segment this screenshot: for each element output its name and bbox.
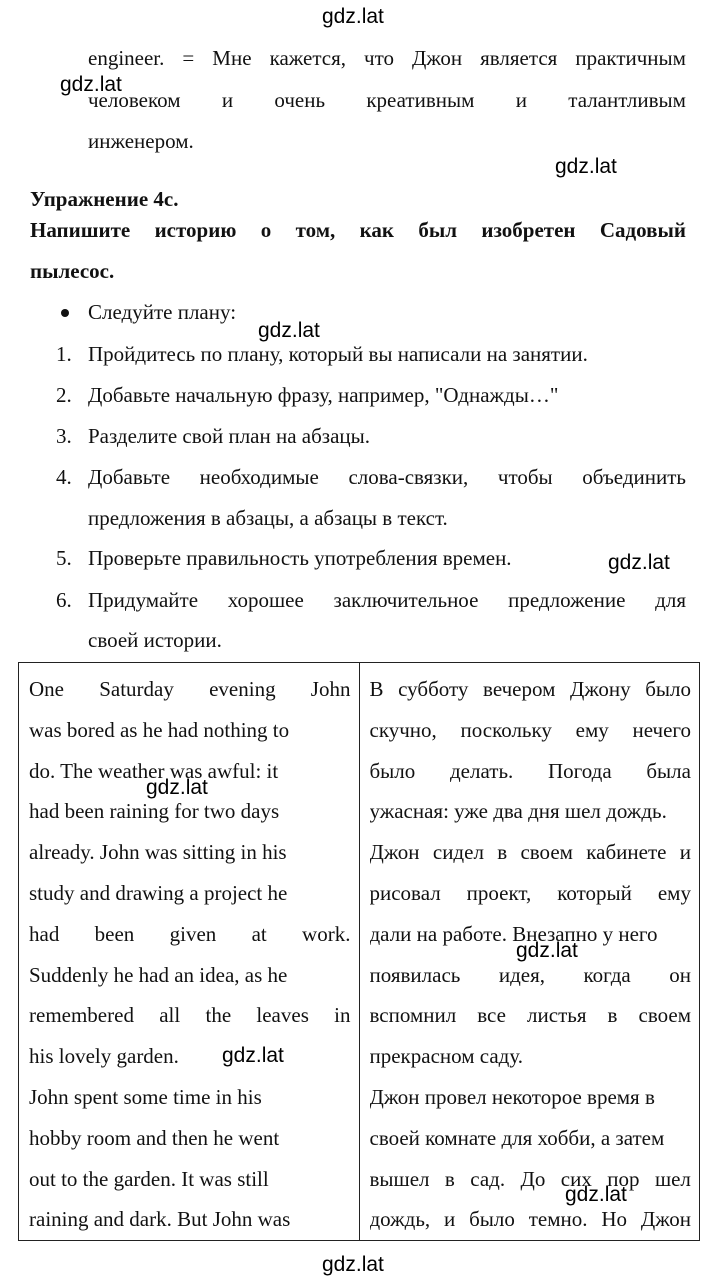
step-text-line-2: своей истории.	[88, 628, 222, 652]
table-text-line: Джон сидел в своем кабинете и	[369, 840, 691, 865]
table-text-line: прекрасном саду.	[369, 1044, 524, 1069]
table-text-line: дождь, и было темно. Но Джон	[369, 1207, 691, 1232]
table-text-line: already. John was sitting in his	[29, 840, 287, 865]
step-number: 2.	[56, 383, 72, 407]
table-text-line: John spent some time in his	[29, 1084, 262, 1109]
table-text-line: raining and dark. But John was	[29, 1207, 291, 1232]
intro-line-3: инженером.	[88, 129, 194, 153]
step-text-line-1: Добавьте необходимые слова-связки, чтобы объединить	[88, 465, 686, 489]
table-text-line: Suddenly he had an idea, as he	[29, 962, 288, 987]
exercise-task-line-1: Напишите историю о том, как был изобретен Садовый	[30, 218, 686, 242]
table-text-line: do. The weather was awful: it	[29, 758, 279, 783]
step-text-line-1: Придумайте хорошее заключительное предложение для	[88, 588, 686, 612]
step-text: Добавьте начальную фразу, например, "Однажды…"	[88, 383, 559, 407]
watermark: gdz.lat	[555, 155, 617, 178]
step-number: 3.	[56, 424, 72, 448]
table-text-line: had been raining for two days	[29, 799, 280, 824]
table-text-line: Джон провел некоторое время в	[369, 1084, 655, 1109]
table-text-line: рисовал проект, который ему	[369, 880, 691, 905]
table-text-line: ужасная: уже два дня шел дождь.	[369, 799, 667, 824]
step-text: Проверьте правильность употребления времен.	[88, 546, 512, 570]
table-text-line: В субботу вечером Джону было	[369, 677, 691, 701]
watermark: gdz.lat	[258, 319, 320, 342]
exercise-task-line-2: пылесос.	[30, 259, 115, 283]
table-text-line: было делать. Погода была	[369, 758, 691, 783]
table-row	[19, 663, 700, 1241]
translation-table	[18, 662, 700, 1241]
table-text-line: hobby room and then he went	[29, 1125, 280, 1150]
bullet-icon	[61, 309, 69, 317]
watermark: gdz.lat	[565, 1183, 627, 1206]
watermark: gdz.lat	[60, 73, 122, 96]
table-text-line: his lovely garden.	[29, 1044, 179, 1069]
table-text-line: remembered all the leaves in	[29, 1003, 351, 1028]
watermark: gdz.lat	[516, 939, 578, 962]
table-text-line: had been given at work.	[29, 921, 351, 946]
table-text-line: скучно, поскольку ему нечего	[369, 717, 691, 742]
table-text-line: was bored as he had nothing to	[29, 717, 290, 742]
watermark: gdz.lat	[222, 1044, 284, 1067]
table-text-line: появилась идея, когда он	[369, 962, 691, 987]
step-text-line-2: предложения в абзацы, а абзацы в текст.	[88, 506, 448, 530]
russian-column	[359, 663, 700, 1241]
step-number: 4.	[56, 465, 72, 489]
watermark: gdz.lat	[608, 551, 670, 574]
table-text-line: вышел в сад. До сих пор шел	[369, 1166, 691, 1191]
step-text: Разделите свой план на абзацы.	[88, 424, 371, 448]
watermark: gdz.lat	[322, 5, 384, 28]
bullet-text: Следуйте плану:	[88, 300, 237, 324]
exercise-title: Упражнение 4с.	[30, 187, 179, 211]
watermark: gdz.lat	[146, 776, 208, 799]
table-text-line: своей комнате для хобби, а затем	[369, 1125, 665, 1150]
table-text-line: дали на работе. Внезапно у него	[369, 921, 658, 946]
watermark: gdz.lat	[322, 1253, 384, 1276]
table-text-line: out to the garden. It was still	[29, 1166, 269, 1191]
table-text-line: вспомнил все листья в своем	[369, 1003, 691, 1028]
step-number: 1.	[56, 342, 72, 366]
step-number: 5.	[56, 546, 72, 570]
intro-line-2: человеком и очень креативным и талантливым	[88, 88, 686, 112]
intro-line-1: engineer. = Мне кажется, что Джон является практичным	[88, 46, 686, 70]
table-text-line: study and drawing a project he	[29, 880, 288, 905]
step-number: 6.	[56, 588, 72, 612]
english-column	[19, 663, 360, 1241]
table-text-line: One Saturday evening John	[29, 677, 351, 701]
step-text: Пройдитесь по плану, который вы написали на занятии.	[88, 342, 588, 366]
